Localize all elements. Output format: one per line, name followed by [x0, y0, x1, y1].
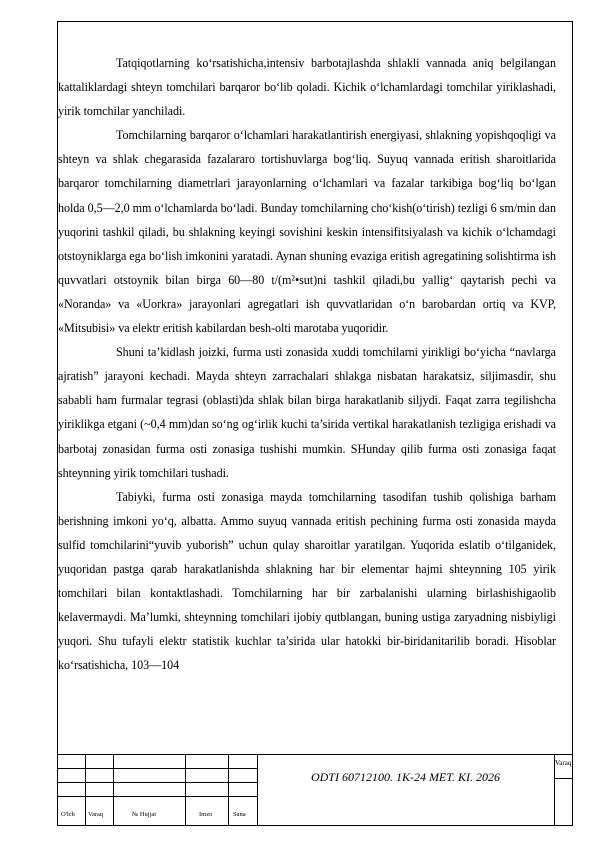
- stamp-col-sana: Sana: [233, 811, 246, 818]
- paragraph-4: Tabiyki, furma osti zonasiga mayda tomchilarning tasodifan tushib qolishiga barham berishning imkoni yo‘q, albatta. Ammo suyuq vannada eritish pechining furma osti zonasida mayda sulfid tomchilarini“yuvib yuborish” uchun qulay sharoitlar yaratilgan. Yuqorida eslatib o‘tilganidek, yuqoridan pastga qarab harakatlanishda shlakning har bir elementar hajmi shteynning 105 yirik tomchilari bilan kontaktlashadi. Tomchilarning har bir zarbalanishi ularning birlashishigaolib kelavermaydi. Ma’lumki, shteynning tomchilari ijobiy qutblangan, buning ustiga zaryadning nisbiyligi yuqori. Shu tufayli elektr statistik kuchlar ta’sirida ular hatokki bir-biridanitarilib boradi. Hisoblar ko‘rsatishicha, 103—104: [58, 489, 556, 673]
- document-code: ODTI 60712100. 1K-24 MET. KI. 2026: [310, 770, 501, 784]
- stamp-col-varaq: Varaq: [88, 811, 104, 818]
- stamp-col-olch: O'lch: [61, 811, 75, 818]
- stamp-col-hujjat: № Hujjat: [132, 811, 157, 818]
- stamp-varaq-label: Varaq: [555, 759, 572, 767]
- paragraph-1: Tatqiqotlarning ko‘rsatishicha,intensiv barbotajlashda shlakli vannada aniq belgilangan kattaliklardagi shteyn tomchilari barqaror bo‘lib qoladi. Kichik o‘lchamlardagi tomchilar yiriklashadi, yirik tomchilar yanchiladi.: [58, 56, 556, 119]
- paragraph-2: Tomchilarning barqaror o‘lchamlari harakatlantirish energiyasi, shlakning yopishqoqligi va shteyn va shlak chegarasida fazalararo tortishuvlarga bog‘liq. Suyuq vannada eritish sharoitlarida barqaror tomchilarning diametrlari jarayonlarning o‘lchamlari va fazalar tarkibiga bog‘liq bo‘lgan holda 0,5—2,0 mm o‘lchamlarda bo‘ladi. Bunday tomchilarning cho‘kish(o‘tirish) tezligi 6 sm/min dan yuqorini tashkil qiladi, bu shlakning keyingi sovishini keskin intensifitsiyalash va kichik o‘lchamdagi otstoyniklarga ega bo‘lish imkonini yaratadi. Aynan shuning evaziga eritish agregatining solishtirma ish quvvatlari otstoynik bilan birga 60—80 t/(m²•sut)ni tashkil qiladi,bu yallig‘ qaytarish pechi va «Noranda» va «Uorkra» jarayonlari agregatlari ish quvvatlaridan o‘n barobardan ortiq va KVP, «Mitsubisi» va elektr eritish kabilardan besh-olti marotaba yuqoridir.: [58, 128, 556, 336]
- document-body: [58, 51, 556, 677]
- stamp-col-imzo: Imzo: [199, 811, 213, 818]
- title-block-stamp: [57, 754, 573, 826]
- paragraph-3: Shuni ta’kidlash joizki, furma usti zonasida xuddi tomchilarni yirikligi bo‘yicha “navlarga ajratish” jarayoni kechadi. Mayda shteyn zarrachalari shlakga nisbatan harakatsiz, siljimasdir, shu sababli ham furmalar tegrasi (oblasti)da shlak bilan birga harakatlanib siljydi. Faqat zarra tegilishcha yiriklikga etgani (~0,4 mm)dan so‘ng og‘irlik kuchi ta’sirida vertikal harakatlanish tezligiga erishadi va barbotaj zonasidan furma osti zonasiga tushishi mumkin. SHunday qilib furma osti zonasiga faqat shteynning yirik tomchilari tushadi.: [58, 345, 556, 480]
